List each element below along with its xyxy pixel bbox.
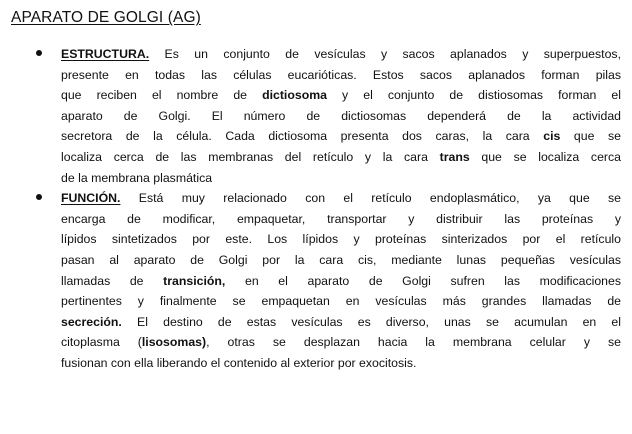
text-run: que se [560,129,622,144]
text-run: El destino de estas vesículas es diverso, unas se acumulan en el [121,314,621,329]
text-run: aparato de Golgi. El número de dictiosomas dependerá de la actividad [61,108,621,123]
text-run: que se localiza cerca [469,149,621,164]
paragraph-line [61,106,621,127]
section-heading: ESTRUCTURA. [61,47,150,61]
bullet-section [11,188,620,373]
bold-term: dictiosoma [262,88,327,103]
bullet-point-icon [36,194,42,200]
paragraph-line [61,291,621,312]
paragraph-line [61,65,621,86]
text-run: fusionan con ella liberando el contenido al exterior por exocitosis. [61,355,417,370]
text-run: lípidos sintetizados por este. Los lípidos y proteínas sinterizados por el retículo [61,232,621,247]
bullet-list [11,44,620,374]
bullet-point-icon [36,50,42,56]
text-run: en el aparato de Golgi sufren las modificaciones [225,273,621,288]
text-run: presente en todas las células eucarióticas. Estos sacos aplanados forman pilas [61,67,621,82]
bold-term: trans [439,149,470,164]
paragraph-line [61,168,621,189]
text-run: localiza cerca de las membranas del retículo y la cara [61,149,440,164]
paragraph-line [61,188,621,209]
paragraph-line [61,312,621,333]
paragraph-line [61,126,621,147]
text-run: llamadas de [61,273,164,288]
paragraph-line [61,147,621,168]
document-title: APARATO DE GOLGI (AG) [11,9,201,26]
section-heading: FUNCIÓN. [61,191,121,206]
text-run: de la membrana plasmática [61,170,213,185]
paragraph-line [61,271,621,292]
paragraph-line [61,332,621,353]
paragraph-line [61,209,621,230]
text-run: citoplasma ( [61,335,142,350]
paragraph-line [61,353,621,374]
text-run: que reciben el nombre de [61,88,263,103]
bold-term: secreción. [61,314,122,329]
text-run: y el conjunto de distiosomas forman el [326,88,622,103]
paragraph-line [61,250,621,271]
paragraph-line [61,229,621,250]
bold-term: lisosomas) [141,335,207,350]
text-run: Es un conjunto de vesículas y sacos aplanados y superpuestos, [149,47,621,61]
text-run: encarga de modificar, empaquetar, transportar y distribuir las proteínas y [61,211,621,226]
bold-term: transición, [163,273,226,288]
text-run: , otras se desplazan hacia la membrana celular y se [206,335,621,350]
text-run: secretora de la célula. Cada dictiosoma presenta dos caras, la cara [61,129,544,144]
bullet-section [11,44,620,188]
paragraph-line [61,44,621,65]
text-run: pertinentes y finalmente se empaquetan en vesículas más grandes llamadas de [61,294,621,309]
bold-term: cis [543,129,561,144]
paragraph-line [61,85,621,106]
text-run: Está muy relacionado con el retículo endoplasmático, ya que se [120,191,621,206]
text-run: pasan al aparato de Golgi por la cara cis, mediante lunas pequeñas vesículas [61,252,621,267]
